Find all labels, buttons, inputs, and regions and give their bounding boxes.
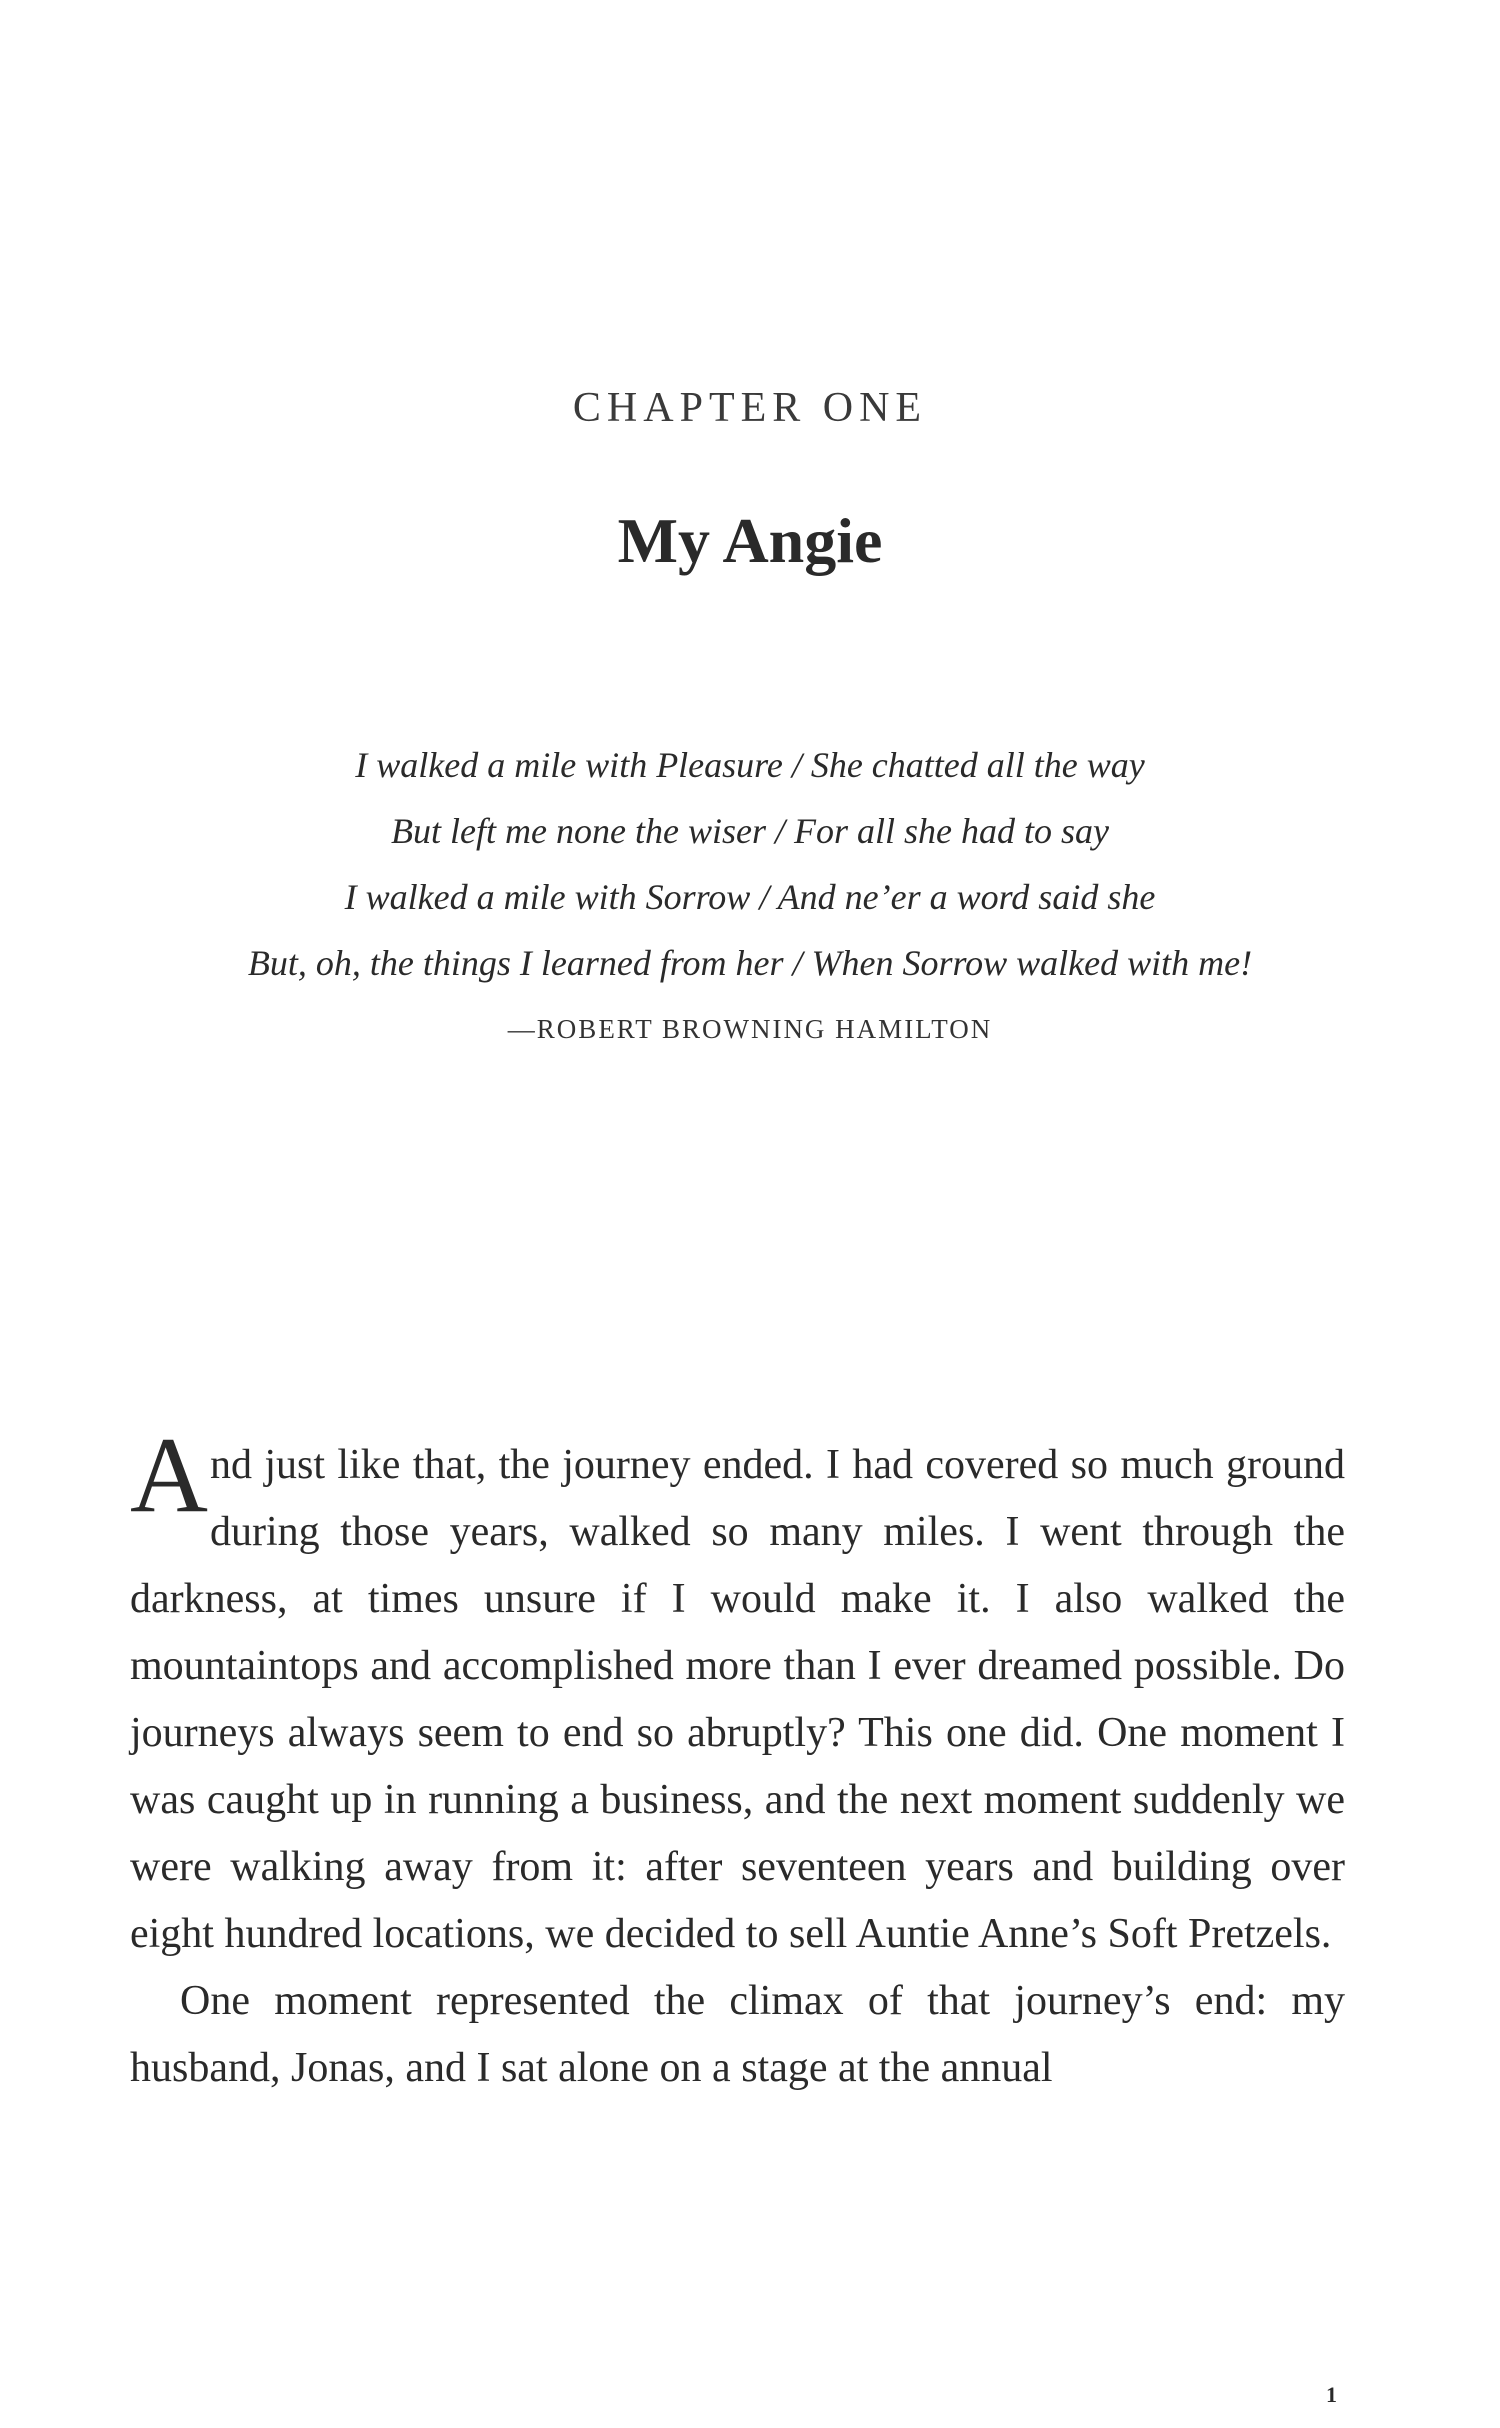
paragraph: One moment represented the climax of that journey’s end: my husband, Jonas, and I sat alone on a stage at the annual [130, 1978, 1345, 2091]
body-text [130, 1416, 1345, 2102]
chapter-title: My Angie [617, 505, 883, 576]
epigraph-line: But left me none the wiser / For all she had to say [391, 811, 1109, 851]
paragraph-text: nd just like that, the journey ended. I had covered so much ground during those years, walked so many miles. I went through the darkness, at times unsure if I would make it. I also walked the mountaintops and accomplished more than I ever dreamed possible. Do journeys always seem to end so abruptly? This one did. One moment I was caught up in running a business, and the next moment suddenly we were walking away from it: after seventeen years and building over eight hundred locations, we decided to sell Auntie Anne’s Soft Pretzels. [130, 1442, 1345, 1957]
epigraph-line: I walked a mile with Sorrow / And ne’er a word said she [344, 877, 1156, 917]
epigraph [150, 732, 1350, 1045]
page-number: 1 [1326, 2382, 1337, 2407]
chapter-label: CHAPTER ONE [572, 385, 928, 431]
epigraph-line: But, oh, the things I learned from her / When Sorrow walked with me! [247, 943, 1253, 983]
epigraph-line: I walked a mile with Pleasure / She chatted all the way [355, 745, 1145, 785]
paragraph [130, 1416, 1345, 1968]
drop-cap: A [130, 1416, 208, 1535]
epigraph-attribution: —ROBERT BROWNING HAMILTON [507, 1014, 993, 1044]
